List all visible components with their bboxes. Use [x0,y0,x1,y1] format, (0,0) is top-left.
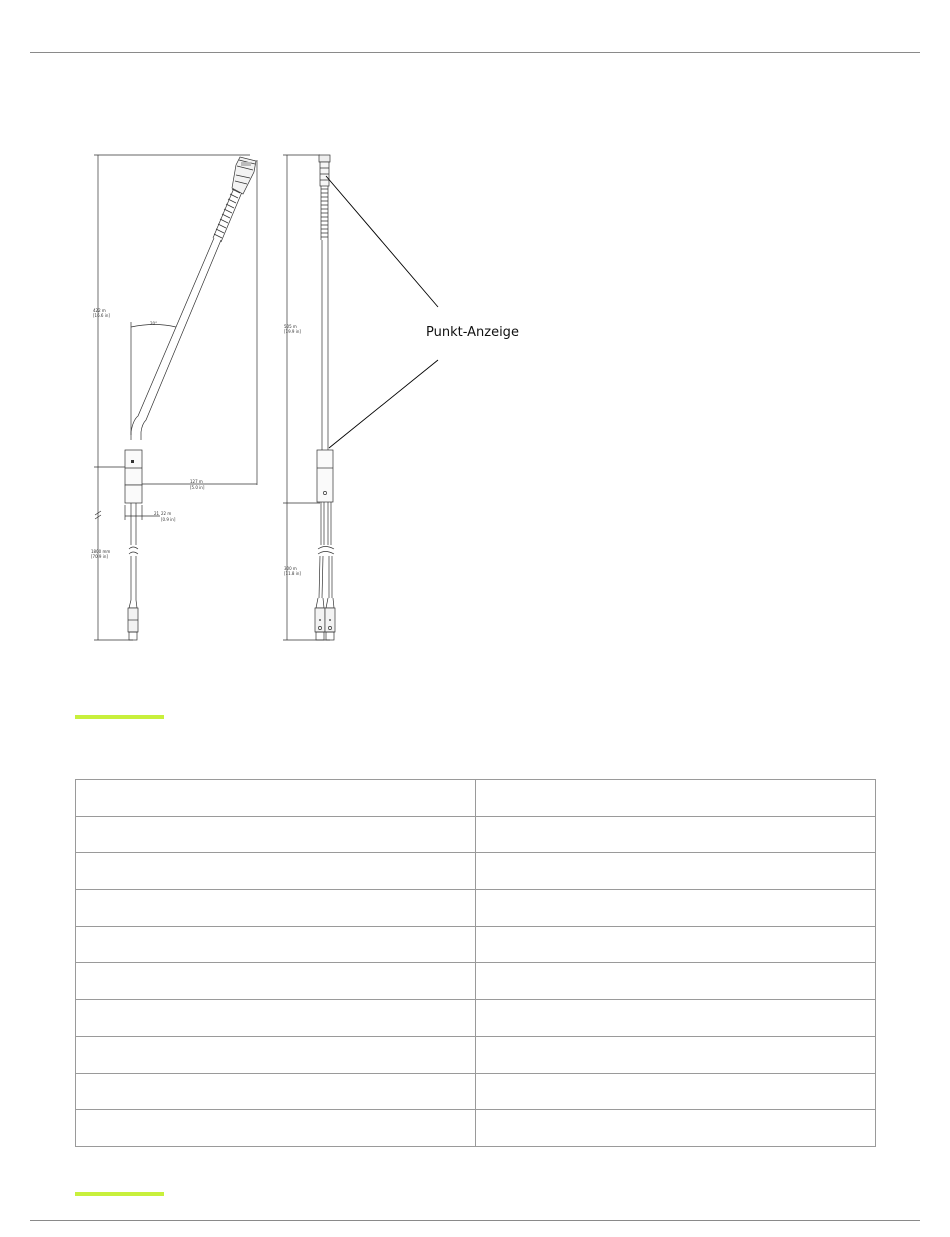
table-cell-label [76,890,476,927]
right-flex-segment [321,186,328,240]
section-accent-bar-2 [75,1192,164,1196]
table-row [76,1000,876,1037]
table-cell-value [476,816,876,853]
table-cell-label [76,1036,476,1073]
table-cell-label [76,1073,476,1110]
left-flex-segment [213,188,242,242]
table-row [76,1073,876,1110]
table-cell-label [76,1000,476,1037]
table-row [76,963,876,1000]
table-cell-value [476,853,876,890]
section-accent-bar [75,715,164,719]
right-base [317,450,333,502]
table-row [76,816,876,853]
table-row [76,853,876,890]
bottom-rule [30,1220,920,1221]
table-row [76,890,876,927]
table-cell-label [76,853,476,890]
right-xlr-connectors [315,598,335,640]
left-height-sub: [16.6 in] [93,313,110,318]
right-height-text: 505 m [284,324,297,329]
table-cell-value [476,1036,876,1073]
table-cell-label [76,926,476,963]
base-width-sub: [0.9 in] [161,517,176,522]
right-cable-sub: [11.8 in] [284,571,301,576]
reach-sub: [5.0 in] [190,485,205,490]
left-base-upper [125,450,142,485]
table-cell-value [476,780,876,817]
table-cell-value [476,963,876,1000]
right-height-sub: [19.9 in] [284,329,301,334]
table-cell-label [76,963,476,1000]
table-cell-value [476,1000,876,1037]
left-indicator-dot [131,460,134,463]
left-gooseneck [131,238,214,440]
right-cable-text: 300 m [284,566,297,571]
table-cell-value [476,890,876,927]
base-width-label: 21 [154,511,160,516]
callout-leader-bottom [329,360,438,448]
left-base-lower [125,485,142,503]
spec-table [75,779,876,1147]
table-row [76,1110,876,1147]
table-cell-value [476,1110,876,1147]
table-cell-label [76,780,476,817]
angle-text: 20° [150,321,158,326]
left-height-text: 422 m [93,308,106,313]
reach-text: 127 m [190,479,203,484]
left-cable-text: 1800 mm [91,549,111,554]
left-cable-sub: [70.9 in] [91,554,108,559]
left-mic-head [232,157,256,194]
table-cell-value [476,926,876,963]
table-row [76,780,876,817]
table-row [76,1036,876,1073]
callout-label-punkt-anzeige: Punkt-Anzeige [426,325,519,340]
right-mic-head [319,155,330,186]
callout-leader-top [326,176,438,307]
base-width-text: 22 m [161,511,172,516]
table-cell-value [476,1073,876,1110]
left-xlr-connector [128,600,138,640]
table-row [76,926,876,963]
table-cell-label [76,1110,476,1147]
table-cell-label [76,816,476,853]
